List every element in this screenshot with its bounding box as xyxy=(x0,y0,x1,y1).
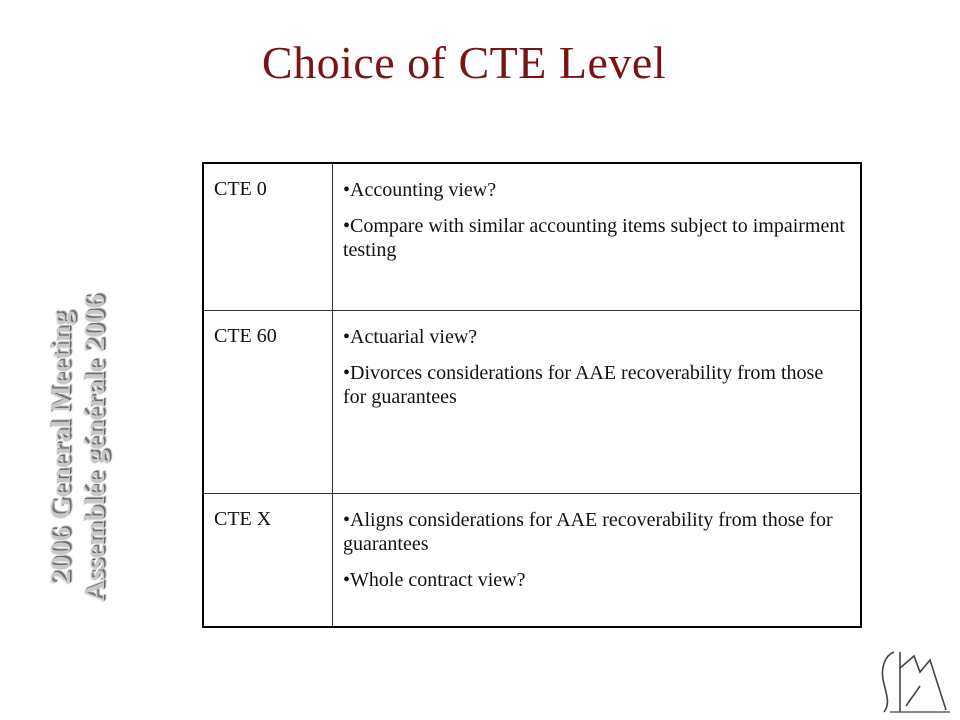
cte-level-cell: CTE 0 xyxy=(203,163,333,311)
considerations-cell xyxy=(333,494,862,628)
bullet-list xyxy=(343,325,850,409)
bullet-list xyxy=(343,178,850,262)
meeting-sidebar-text xyxy=(44,294,112,602)
bullet-point: • Aligns considerations for AAE recoverability from those for guarantees xyxy=(343,508,850,556)
cte-level-table xyxy=(202,162,862,628)
considerations-cell xyxy=(333,311,862,494)
bullet-point: • Actuarial view? xyxy=(343,325,850,349)
meeting-line-french: Assemblée générale 2006 xyxy=(79,294,111,602)
bullet-point: • Whole contract view? xyxy=(343,568,850,592)
cte-level-cell: CTE X xyxy=(203,494,333,628)
bullet-point: • Compare with similar accounting items subject to impairment testing xyxy=(343,214,850,262)
slide-title: Choice of CTE Level xyxy=(261,37,667,88)
organization-logo-icon xyxy=(870,648,950,714)
table-row xyxy=(203,311,861,494)
bullet-point: • Divorces considerations for AAE recoverability from those for guarantees xyxy=(343,361,850,409)
bullet-list xyxy=(343,508,850,592)
cte-level-cell: CTE 60 xyxy=(203,311,333,494)
meeting-line-english: 2006 General Meeting xyxy=(45,311,77,585)
table-row xyxy=(203,494,861,628)
bullet-point: • Accounting view? xyxy=(343,178,850,202)
table-row xyxy=(203,163,861,311)
considerations-cell xyxy=(333,163,862,311)
